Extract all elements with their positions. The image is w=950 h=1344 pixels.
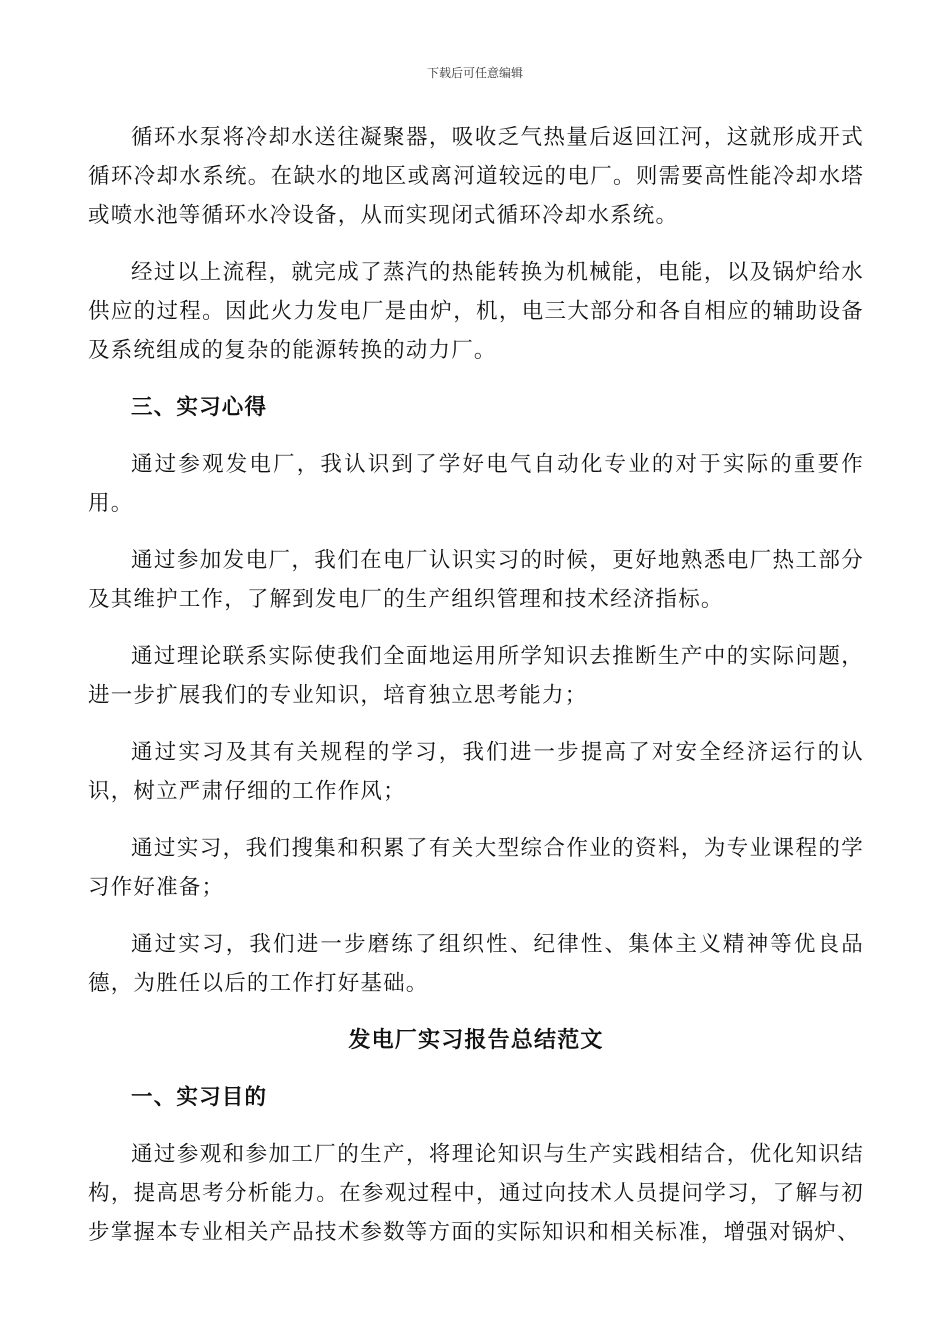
paragraph-experience-5: 通过实习，我们搜集和积累了有关大型综合作业的资料，为专业课程的学习作好准备； [88,836,864,900]
section-heading-purpose: 一、实习目的 [131,1085,268,1110]
paragraph-cooling-water: 循环水泵将冷却水送往凝聚器，吸收乏气热量后返回江河，这就形成开式循环冷却水系统。在缺水的地区或离河道较远的电厂。则需要高性能冷却水塔或喷水池等循环水冷设备，从而实现闭式循环冷却水系统。 [88,125,864,228]
document-title: 发电厂实习报告总结范文 [348,1027,604,1053]
paragraph-experience-3: 通过理论联系实际使我们全面地运用所学知识去推断生产中的实际问题，进一步扩展我们的专业知识，培育独立思考能力； [88,644,864,708]
paragraph-purpose: 通过参观和参加工厂的生产，将理论知识与生产实践相结合，优化知识结构，提高思考分析能力。在参观过程中，通过向技术人员提问学习，了解与初步掌握本专业相关产品技术参数等方面的实际知识和相关标准，增强对锅炉、 [88,1142,864,1245]
header-note: 下载后可任意编辑 [426,66,523,80]
paragraph-experience-4: 通过实习及其有关规程的学习，我们进一步提高了对安全经济运行的认识，树立严肃仔细的工作作风； [88,740,864,804]
paragraph-experience-2: 通过参加发电厂，我们在电厂认识实习的时候，更好地熟悉电厂热工部分及其维护工作，了解到发电厂的生产组织管理和技术经济指标。 [88,548,864,612]
paragraph-experience-6: 通过实习，我们进一步磨练了组织性、纪律性、集体主义精神等优良品德，为胜任以后的工作打好基础。 [88,932,864,996]
section-heading-experience: 三、实习心得 [131,395,268,420]
paragraph-power-plant-summary: 经过以上流程，就完成了蒸汽的热能转换为机械能，电能，以及锅炉给水供应的过程。因此火力发电厂是由炉，机，电三大部分和各自相应的辅助设备及系统组成的复杂的能源转换的动力厂。 [88,260,864,363]
paragraph-experience-1: 通过参观发电厂，我认识到了学好电气自动化专业的对于实际的重要作用。 [88,452,864,516]
document-body [88,118,864,1270]
